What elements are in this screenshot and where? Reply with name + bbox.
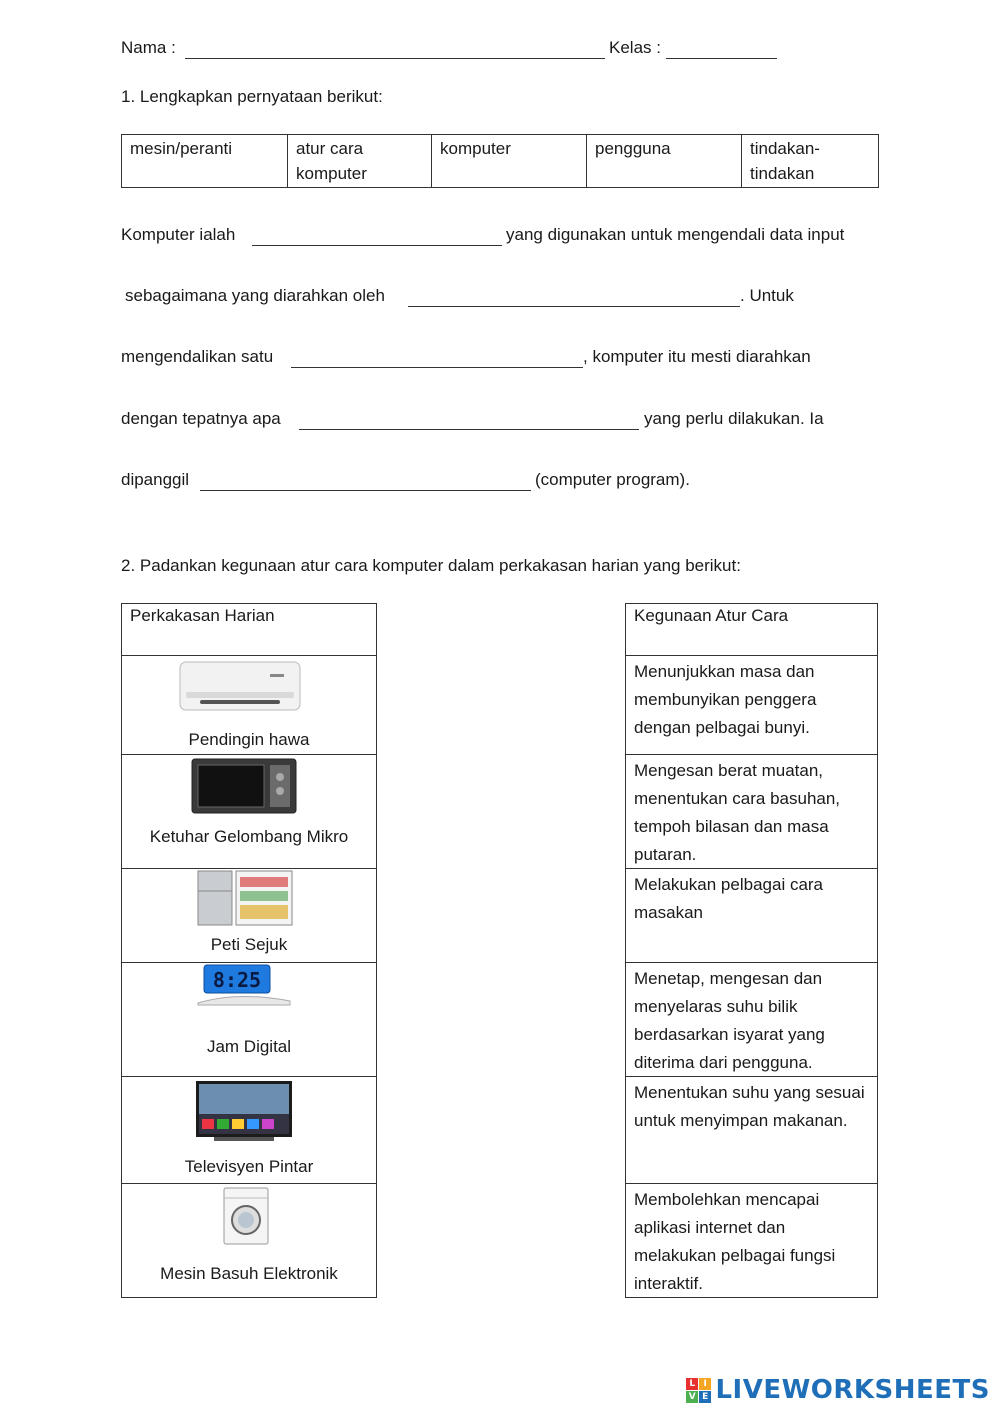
appliance-header-cell [122,604,376,655]
refrigerator-icon [196,869,294,927]
use-text: Membolehkan mencapai aplikasi internet dan melakukan pelbagai fungsi interaktif. [634,1190,836,1293]
appliance-label: Televisyen Pintar [184,1157,314,1176]
q1-line2-after: . Untuk [740,286,794,305]
uses-header: Kegunaan Atur Cara [634,606,789,625]
uses-header-cell [626,604,877,655]
use-cell[interactable] [626,962,877,1076]
q1-line4-before: dengan tepatnya apa [121,409,281,428]
microwave-icon [190,757,298,817]
q1-line5-before: dipanggil [121,470,190,489]
word-bank-item: pengguna [587,135,742,188]
appliance-label: Pendingin hawa [188,730,310,749]
class-input[interactable] [666,39,777,59]
use-text: Menentukan suhu yang sesuai untuk menyimpan makanan. [634,1083,865,1130]
name-label: Nama : [121,38,176,57]
smart-tv-icon [194,1079,294,1145]
appliance-column [121,603,377,1298]
q2-title: 2. Padankan kegunaan atur cara komputer dalam perkakasan harian yang berikut: [121,556,741,575]
washing-machine-icon [222,1186,270,1246]
q1-line4-after: yang perlu dilakukan. Ia [644,409,824,428]
q1-line3-before: mengendalikan satu [121,347,274,366]
appliance-cell[interactable] [122,868,376,962]
svg-text:8:25: 8:25 [212,968,262,992]
appliance-label: Mesin Basuh Elektronik [160,1264,338,1283]
liveworksheets-logo[interactable] [686,1375,990,1405]
appliance-label: Ketuhar Gelombang Mikro [149,827,349,846]
q1-blank-1[interactable] [252,226,502,246]
use-cell[interactable] [626,754,877,868]
appliance-label: Jam Digital [206,1037,292,1056]
use-cell[interactable] [626,868,877,962]
uses-column [625,603,878,1298]
q1-blank-3[interactable] [291,348,583,368]
use-cell[interactable] [626,655,877,754]
word-bank-item: atur cara komputer [288,135,432,188]
appliance-cell[interactable] [122,962,376,1076]
q1-blank-4[interactable] [299,410,639,430]
appliance-label: Peti Sejuk [210,935,288,954]
digital-clock-icon [194,963,294,1007]
q1-line1-before: Komputer ialah [121,225,236,244]
class-label: Kelas : [609,38,661,57]
appliance-cell[interactable] [122,754,376,868]
word-bank-item: mesin/peranti [122,135,288,188]
use-text: Menunjukkan masa dan membunyikan penggera dengan pelbagai bunyi. [634,662,817,737]
liveworksheets-brand: LIVEWORKSHEETS [715,1375,990,1405]
name-input[interactable] [185,39,605,59]
q1-blank-2[interactable] [408,287,740,307]
word-bank-table [121,134,879,188]
word-bank-item: tindakan- tindakan [742,135,879,188]
q1-title: 1. Lengkapkan pernyataan berikut: [121,87,383,106]
q1-line5-after: (computer program). [535,470,690,489]
word-bank-item: komputer [432,135,587,188]
use-text: Mengesan berat muatan, menentukan cara basuhan, tempoh bilasan dan masa putaran. [634,761,841,864]
appliance-cell[interactable] [122,655,376,754]
liveworksheets-mark-icon: L I V E [686,1378,711,1403]
q1-blank-5[interactable] [200,471,531,491]
appliance-cell[interactable] [122,1076,376,1183]
q1-line2-before: sebagaimana yang diarahkan oleh [125,286,385,305]
use-text: Melakukan pelbagai cara masakan [634,875,824,922]
appliance-header: Perkakasan Harian [130,606,275,625]
use-text: Menetap, mengesan dan menyelaras suhu bilik berdasarkan isyarat yang diterima dari pengguna. [634,969,825,1072]
air-conditioner-icon [178,658,304,718]
q1-line1-after: yang digunakan untuk mengendali data input [506,225,845,244]
use-cell[interactable] [626,1183,877,1299]
q1-line3-after: , komputer itu mesti diarahkan [583,347,811,366]
appliance-cell[interactable] [122,1183,376,1299]
use-cell[interactable] [626,1076,877,1183]
